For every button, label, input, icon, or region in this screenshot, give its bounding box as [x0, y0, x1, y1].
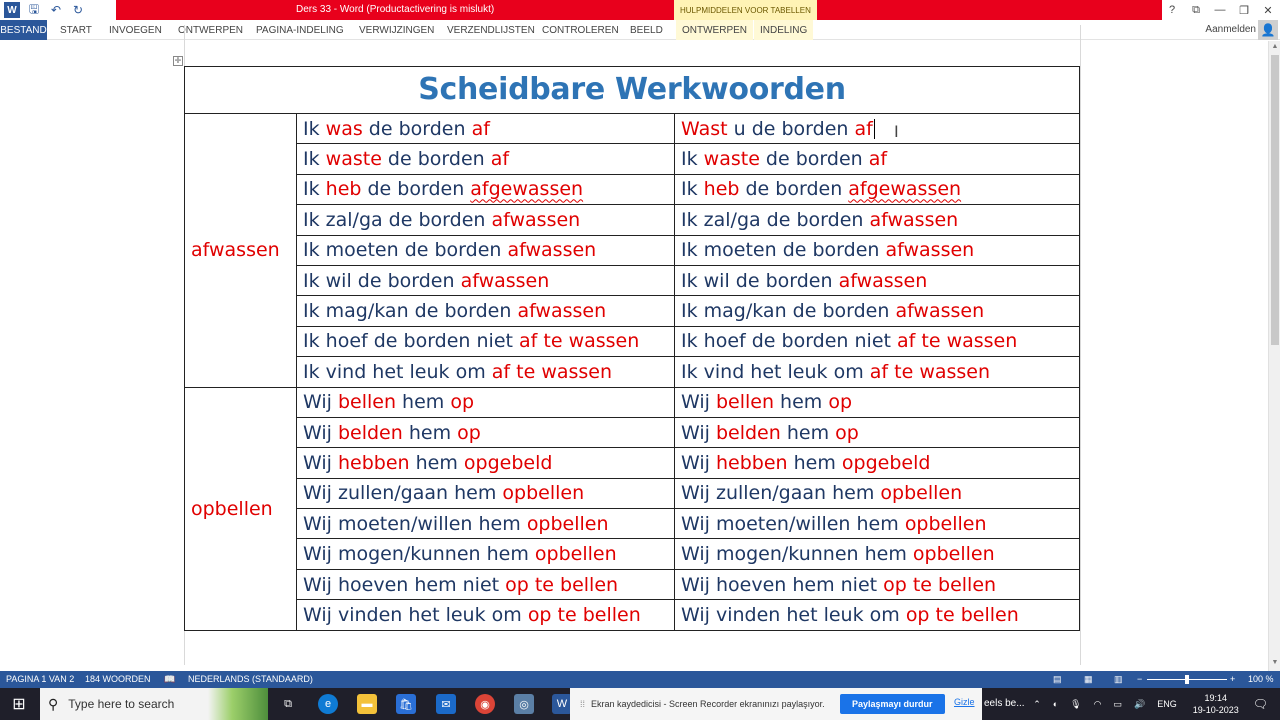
tab-insert[interactable]: INVOEGEN — [109, 24, 162, 36]
sentence-cell-left[interactable] — [297, 174, 675, 204]
user-avatar-icon[interactable]: 👤 — [1258, 20, 1278, 40]
sentence-text: Wij mogen/kunnen hem — [681, 543, 913, 566]
verb-part: waste — [703, 148, 760, 171]
verb-group-label[interactable]: afwassen — [185, 114, 297, 388]
table-row — [185, 144, 1080, 174]
sentence-text: Wij zullen/gaan hem — [681, 482, 881, 505]
sentence-text: u de borden — [727, 117, 855, 140]
share-message: Ekran kaydedicisi - Screen Recorder ekranınızı paylaşıyor. — [591, 699, 825, 709]
zoom-in-icon[interactable]: + — [1230, 674, 1236, 684]
sentence-text: Wij — [303, 451, 338, 474]
sentence-text: Wij vinden het leuk om — [303, 603, 528, 626]
title-bar — [0, 0, 1280, 20]
verb-part: op — [835, 421, 859, 444]
sentence-text: de borden — [361, 178, 471, 201]
verb-part: waste — [325, 148, 382, 171]
tab-file[interactable]: BESTAND — [0, 20, 47, 40]
verb-part: afwassen — [517, 300, 607, 323]
sentence-text: Ik hoef de borden niet — [303, 330, 520, 353]
verb-part: opbellen — [904, 512, 987, 535]
scroll-thumb[interactable] — [1271, 55, 1279, 345]
tab-table-design[interactable]: ONTWERPEN — [676, 20, 753, 40]
verb-part: opbellen — [880, 482, 963, 505]
sentence-text: Ik wil de borden — [681, 269, 839, 292]
sentence-cell-left[interactable] — [297, 509, 675, 539]
drag-handle-icon[interactable]: ⁞⁞ — [580, 699, 586, 709]
chrome-icon[interactable]: ◉ — [475, 694, 495, 714]
verb-part: opbellen — [502, 482, 585, 505]
table-row — [185, 326, 1080, 356]
verb-part: af — [490, 148, 510, 171]
verb-part: af — [868, 148, 888, 171]
sentence-cell-left[interactable] — [297, 417, 675, 447]
tab-design[interactable]: ONTWERPEN — [178, 24, 243, 36]
table-row — [185, 478, 1080, 508]
sentence-cell-left[interactable] — [297, 235, 675, 265]
sentence-cell-left[interactable] — [297, 144, 675, 174]
sentence-cell-left[interactable] — [297, 478, 675, 508]
system-tray — [1027, 688, 1280, 720]
verb-part: opbellen — [912, 543, 995, 566]
sentence-text: Ik hoef de borden niet — [681, 330, 898, 353]
sentence-cell-left[interactable] — [297, 600, 675, 630]
verb-part: opgebeld — [463, 451, 553, 474]
verb-part: afwassen — [885, 239, 975, 262]
help-button[interactable]: ? — [1168, 4, 1176, 16]
sentence-cell-right[interactable] — [675, 417, 1080, 447]
notifications-icon[interactable]: 🗨 — [1252, 697, 1268, 711]
sentence-text: Wij — [681, 391, 716, 414]
sentence-cell-right[interactable] — [675, 114, 1080, 144]
sentence-cell-right[interactable] — [675, 448, 1080, 478]
file-explorer-icon[interactable]: ▬ — [357, 694, 377, 714]
verb-part: af — [471, 117, 490, 140]
tray-expand-icon[interactable]: ⌃ — [1033, 698, 1041, 709]
verb-part: op — [450, 391, 475, 414]
sentence-text: Wij — [681, 451, 716, 474]
verb-part: op — [828, 391, 853, 414]
word-count[interactable]: 184 WOORDEN — [85, 674, 151, 684]
sentence-text: de borden — [739, 178, 849, 201]
word-logo-icon[interactable]: W — [4, 2, 20, 18]
sentence-text: Wij zullen/gaan hem — [303, 482, 503, 505]
sentence-text: hem — [396, 391, 451, 414]
window-title: Ders 33 - Word (Productactivering is mislukt) — [296, 4, 495, 15]
verb-part: Wast — [681, 117, 728, 140]
taskbar-peek-text[interactable]: eels be... — [984, 698, 1025, 709]
verb-group-label[interactable]: opbellen — [185, 387, 297, 630]
tab-review[interactable]: CONTROLEREN — [542, 24, 619, 36]
table-move-handle-icon[interactable]: ✛ — [174, 56, 182, 65]
verb-part: afgewassen — [470, 178, 584, 201]
sentence-text: Ik mag/kan de borden — [303, 300, 518, 323]
tab-page-layout[interactable]: PAGINA-INDELING — [256, 24, 344, 36]
verb-part: bellen — [715, 391, 775, 414]
verb-part: af — [854, 117, 873, 140]
tab-table-layout[interactable]: INDELING — [754, 20, 813, 40]
sentence-text: hem — [774, 391, 829, 414]
zoom-level[interactable]: 100 % — [1248, 674, 1274, 684]
verb-part: op te bellen — [883, 573, 997, 596]
sentence-cell-left[interactable] — [297, 326, 675, 356]
verb-part: hebben — [715, 451, 788, 474]
vertical-scrollbar[interactable] — [1268, 41, 1280, 671]
table-row — [185, 235, 1080, 265]
proofing-icon[interactable]: 📖 — [164, 674, 176, 684]
sentence-cell-right[interactable] — [675, 144, 1080, 174]
verb-part: opbellen — [534, 543, 617, 566]
sentence-cell-right[interactable] — [675, 174, 1080, 204]
verb-part: af te wassen — [491, 360, 613, 383]
tab-mailings[interactable]: VERZENDLIJSTEN — [447, 24, 535, 36]
table-row — [185, 387, 1080, 417]
tab-references[interactable]: VERWIJZINGEN — [359, 24, 435, 36]
verb-part: afwassen — [460, 269, 550, 292]
table-row — [185, 417, 1080, 447]
sentence-text: de borden — [362, 117, 472, 140]
document-title[interactable]: Scheidbare Werkwoorden — [185, 67, 1080, 114]
table-row — [185, 569, 1080, 599]
taskbar — [0, 688, 1280, 720]
table-row — [185, 448, 1080, 478]
verb-part: op te bellen — [527, 603, 641, 626]
verb-part: af te wassen — [519, 330, 640, 353]
scroll-up-icon[interactable]: ▲ — [1271, 43, 1279, 50]
sentence-text: Ik — [681, 178, 704, 201]
verb-part: afwassen — [838, 269, 928, 292]
sentence-cell-right[interactable] — [675, 478, 1080, 508]
verb-part: afwassen — [491, 208, 581, 231]
sentence-cell-right[interactable] — [675, 235, 1080, 265]
sentence-text: Wij vinden het leuk om — [681, 603, 906, 626]
table-row — [185, 600, 1080, 630]
sentence-text: Ik mag/kan de borden — [681, 300, 896, 323]
table-tools-label: HULPMIDDELEN VOOR TABELLEN — [674, 0, 817, 20]
sentence-text: Ik zal/ga de borden — [681, 208, 870, 231]
verb-part: heb — [325, 178, 362, 201]
meet-now-icon[interactable]: ◐ — [1052, 699, 1059, 709]
clock[interactable] — [1193, 692, 1239, 716]
verb-part: belden — [715, 421, 781, 444]
verb-part: was — [325, 117, 363, 140]
verb-part: hebben — [337, 451, 410, 474]
sentence-text: Ik zal/ga de borden — [303, 208, 492, 231]
sentence-text: Wij hoeven hem niet — [303, 573, 506, 596]
sentence-cell-left[interactable] — [297, 448, 675, 478]
tab-view[interactable]: BEELD — [630, 24, 663, 36]
sentence-text: Wij moeten/willen hem — [681, 512, 905, 535]
sentence-text: Ik — [681, 148, 704, 171]
sentence-text: Ik — [303, 148, 326, 171]
sentence-cell-left[interactable] — [297, 296, 675, 326]
mail-icon[interactable]: ✉ — [436, 694, 456, 714]
sentence-text: Ik — [303, 117, 326, 140]
sentence-text: Ik wil de borden — [303, 269, 461, 292]
table-row — [185, 114, 1080, 144]
table-row — [185, 509, 1080, 539]
scroll-down-icon[interactable]: ▼ — [1271, 659, 1279, 666]
sentence-text: Ik vind het leuk om — [303, 360, 492, 383]
stop-sharing-button[interactable]: Paylaşmayı durdur — [840, 694, 945, 714]
table-title-row — [185, 67, 1080, 114]
status-bar — [0, 671, 1280, 688]
minimize-button[interactable]: — — [1214, 4, 1226, 16]
sentence-text: Wij — [303, 421, 338, 444]
table-row — [185, 296, 1080, 326]
close-button[interactable]: ✕ — [1263, 4, 1273, 17]
read-mode-icon[interactable]: ▤ — [1053, 674, 1062, 684]
word-taskbar-icon[interactable]: W — [552, 694, 572, 714]
sign-in-link[interactable]: Aanmelden — [1205, 24, 1256, 35]
verb-part: afwassen — [895, 300, 985, 323]
sentence-text: Wij hoeven hem niet — [681, 573, 884, 596]
screen-share-bar — [570, 688, 982, 720]
sentence-text: hem — [409, 451, 464, 474]
verb-part: af te wassen — [869, 360, 991, 383]
sentence-text: Ik moeten de borden — [681, 239, 886, 262]
table-row — [185, 205, 1080, 235]
network-icon[interactable]: ◠ — [1093, 698, 1102, 709]
verb-part: op te bellen — [505, 573, 619, 596]
verb-part: af te wassen — [897, 330, 1018, 353]
sentence-cell-right[interactable] — [675, 205, 1080, 235]
sentence-cell-left[interactable] — [297, 265, 675, 295]
save-icon[interactable]: 🖫 — [28, 1, 40, 16]
sentence-cell-left[interactable] — [297, 387, 675, 417]
restore-button[interactable]: ❐ — [1239, 4, 1249, 17]
table-row — [185, 357, 1080, 387]
sentence-text: Wij — [681, 421, 716, 444]
table-row — [185, 265, 1080, 295]
sentence-text: Wij moeten/willen hem — [303, 512, 527, 535]
task-view-icon[interactable]: ⧉ — [284, 697, 292, 710]
page-count[interactable]: PAGINA 1 VAN 2 — [6, 674, 75, 684]
sentence-text: Ik moeten de borden — [303, 239, 508, 262]
window-controls — [1160, 0, 1280, 20]
sentence-cell-right[interactable] — [675, 600, 1080, 630]
verb-part: belden — [337, 421, 403, 444]
verb-part: afwassen — [869, 208, 959, 231]
sentence-cell-right[interactable] — [675, 326, 1080, 356]
sentence-text: Wij — [303, 391, 338, 414]
hide-share-bar-link[interactable]: Gizle — [954, 697, 975, 707]
sentence-cell-right[interactable] — [675, 265, 1080, 295]
search-highlight-image — [208, 688, 268, 720]
print-layout-icon[interactable]: ▦ — [1084, 674, 1093, 684]
sentence-cell-left[interactable] — [297, 205, 675, 235]
sentence-text: hem — [787, 451, 842, 474]
language-indicator[interactable]: NEDERLANDS (STANDAARD) — [188, 674, 313, 684]
verb-part: op te bellen — [905, 603, 1019, 626]
web-layout-icon[interactable]: ▥ — [1114, 674, 1123, 684]
table-row — [185, 174, 1080, 204]
zoom-slider-knob[interactable] — [1185, 675, 1189, 684]
sentence-cell-left[interactable] — [297, 569, 675, 599]
tab-start[interactable]: START — [60, 24, 92, 36]
windows-start-icon[interactable]: ⊞ — [12, 696, 26, 713]
sentence-text: Ik vind het leuk om — [681, 360, 870, 383]
title-bar-background — [116, 0, 1162, 20]
sentence-cell-left[interactable] — [297, 539, 675, 569]
sentence-text: de borden — [759, 148, 869, 171]
verb-part: opbellen — [526, 512, 609, 535]
verb-part: afwassen — [507, 239, 597, 262]
screen-recorder-icon[interactable]: ◎ — [514, 694, 534, 714]
sentence-text: hem — [402, 421, 458, 444]
verbs-table[interactable] — [184, 66, 1080, 631]
verb-part: heb — [703, 178, 740, 201]
store-icon[interactable]: 🛍 — [396, 694, 416, 714]
table-row — [185, 539, 1080, 569]
undo-icon[interactable]: ↶ — [50, 3, 62, 17]
verb-part: opgebeld — [841, 451, 931, 474]
sentence-text: Ik — [303, 178, 326, 201]
ribbon-display-options-icon[interactable]: ⧉ — [1192, 3, 1200, 16]
sentence-text: Wij mogen/kunnen hem — [303, 543, 535, 566]
volume-icon[interactable]: 🔊 — [1133, 698, 1146, 709]
clock-date: 19-10-2023 — [1192, 705, 1239, 715]
verb-part: afgewassen — [848, 178, 962, 201]
redo-icon[interactable]: ↻ — [72, 3, 84, 17]
sentence-cell-right[interactable] — [675, 296, 1080, 326]
sentence-cell-right[interactable] — [675, 357, 1080, 387]
sentence-cell-left[interactable] — [297, 114, 675, 144]
edge-icon[interactable]: e — [318, 694, 338, 714]
sentence-text: hem — [780, 421, 836, 444]
zoom-out-icon[interactable]: − — [1137, 674, 1143, 684]
search-icon: ⚲ — [48, 695, 59, 712]
clock-time: 19:14 — [1204, 693, 1227, 703]
sentence-text: de borden — [381, 148, 491, 171]
microphone-icon[interactable]: 🎙 — [1070, 698, 1082, 709]
power-icon[interactable]: ▭ — [1113, 698, 1122, 709]
text-cursor-icon: I — [894, 122, 899, 141]
taskbar-search[interactable] — [40, 688, 268, 720]
quick-access-toolbar — [0, 0, 86, 20]
verb-part: op — [457, 421, 481, 444]
sentence-cell-right[interactable] — [675, 387, 1080, 417]
sentence-cell-right[interactable] — [675, 509, 1080, 539]
input-language[interactable]: ENG — [1157, 699, 1177, 709]
sentence-cell-right[interactable] — [675, 539, 1080, 569]
sentence-cell-right[interactable] — [675, 569, 1080, 599]
search-placeholder: Type here to search — [68, 697, 175, 711]
verb-part: bellen — [337, 391, 397, 414]
sentence-cell-left[interactable] — [297, 357, 675, 387]
text-caret — [874, 119, 875, 139]
